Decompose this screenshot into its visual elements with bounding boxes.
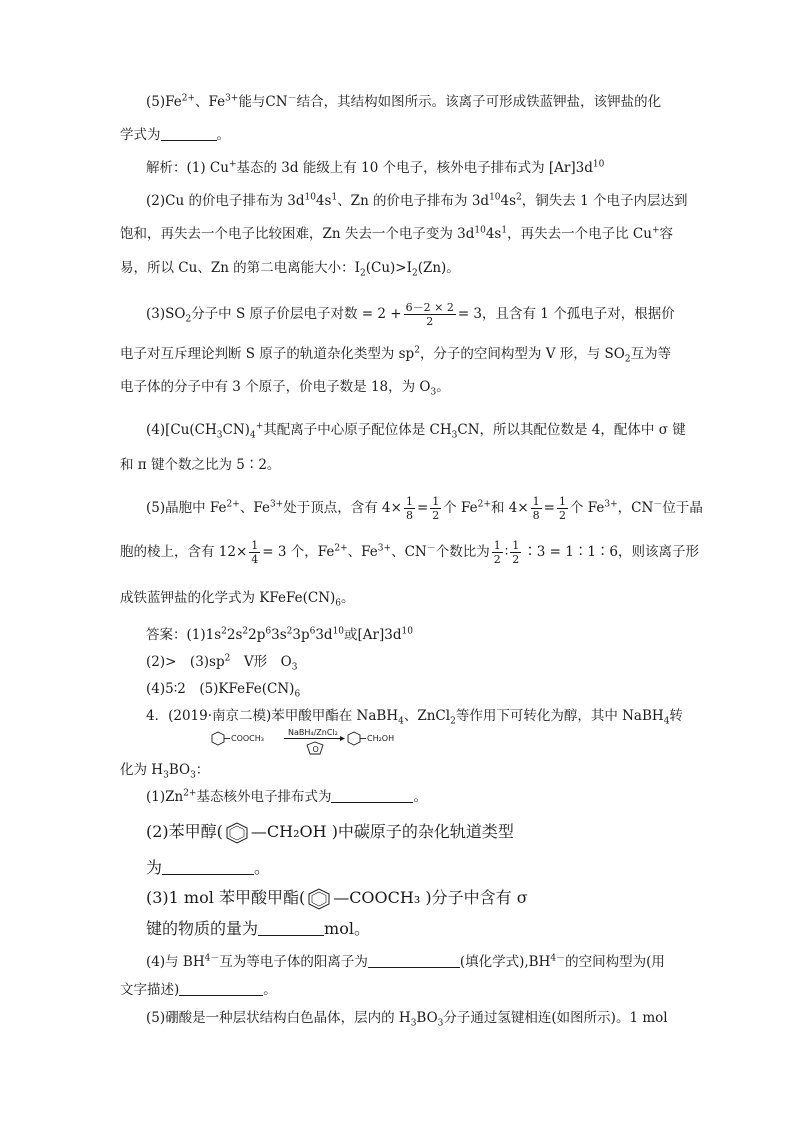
benzene-ring-icon [223, 822, 251, 844]
q5-line2: 学式为 。 [120, 127, 230, 143]
answer-line1: 答案：$(1)1s^22s^22p^63s^23p^63d^{10}$或$[Ar]3d^{10}$ [146, 626, 413, 643]
analysis-p4-l1: $(4)[Cu(CH_3CN)_4^+$其配离子中心原子配位体是 $CH_3CN$，所以其配位数是 4，配体中 σ 键 [146, 421, 686, 441]
fraction: $\frac{6-2 \times 2}{2}$ [405, 301, 454, 328]
q4-sub3-l1: (3)1 mol 苯甲酸甲酯( —COOCH₃ )分子中含有 σ [146, 886, 528, 910]
answer-blank[interactable] [179, 981, 263, 996]
fraction: $\frac{1}{2}$ [432, 495, 440, 522]
benzene-ring-right [348, 732, 366, 745]
answer-line2: (2)> $(3)sp^2$ V形 $O_3$ [146, 653, 298, 673]
reaction-scheme [204, 728, 440, 764]
scheme-right-label: CH₂OH [367, 734, 395, 743]
analysis-p2-l3: 易，所以 Cu、Zn 的第二电离能大小：$I_2(Cu)>I_2(Zn)$。 [120, 260, 460, 279]
answer-line3: (4)5∶2 $(5)KFeFe(CN)_6$ [146, 681, 301, 700]
analysis-p5-l2: 胞的棱上，含有 12× $\frac{1}{4}$ = 3 个，$Fe^{2+}$、$Fe^{3+}$、CN－个数比为 $\frac{1}{2}$ ∶ $\frac{1}{2}$ ∶3 = 1∶1∶6，则该离子形 [120, 539, 700, 566]
analysis-p2-l2: 饱和，再失去一个电子比较困难，Zn 失去一个电子变为 $3d^{10}4s^1$，再失去一个电子比 Cu+容 [120, 225, 673, 242]
scheme-reagent-label: NaBH₄/ZnCl₂ [288, 728, 338, 737]
analysis-p1: 解析：(1) Cu+基态的 3d 能级上有 10 个电子，核外电子排布式为 $[Ar]3d^{10}$ [146, 159, 605, 176]
q4-sub4-l2: 文字描述) 。 [120, 982, 277, 998]
answer-blank[interactable] [331, 788, 413, 803]
q4-sub3-l2: 键的物质的量为 mol。 [146, 919, 370, 938]
benzene-ring-icon [305, 888, 333, 910]
q4-sub4-l1: (4)与 $BH^{4-}$互为等电子体的阳离子为 (填化学式)$,BH^{4-}$的空间构型为(用 [146, 953, 665, 970]
answer-blank[interactable] [161, 126, 217, 141]
q4-sub2-l1: (2)苯甲醇( —CH₂OH )中碳原子的杂化轨道类型 [146, 820, 514, 844]
fraction: $\frac{1}{8}$ [532, 495, 540, 522]
fraction: $\frac{1}{2}$ [512, 539, 520, 566]
q4-sub5-l1: (5)硼酸是一种层状结构白色晶体，层内的 $H_3BO_3$分子通过氢键相连(如图所示)。1 mol [146, 1010, 668, 1029]
q4-sub1: $(1)Zn^{2+}$基态核外电子排布式为 。 [146, 788, 427, 805]
q4-intro-l2: 化为 $H_3BO_3$： [120, 762, 210, 781]
q4-sub2-l2: 为 。 [146, 858, 271, 877]
scheme-left-label: COOCH₃ [231, 734, 264, 743]
answer-blank[interactable] [162, 860, 254, 875]
q5-line1: $(5)Fe^{2+}$、$Fe^{3+}$能与CN－结合，其结构如图所示。该离子可形成铁蓝钾盐，该钾盐的化 [146, 93, 662, 110]
benzene-ring-left [212, 732, 230, 745]
analysis-p2-l1: (2)Cu 的价电子排布为 $3d^{10}4s^1$、Zn 的价电子排布为 $3d^{10}4s^2$，铜失去 1 个电子内层达到 [146, 192, 688, 209]
analysis-p4-l2: 和 π 键个数之比为 5∶2。 [120, 457, 281, 473]
analysis-p3-l1: $(3)SO_2$分子中 S 原子价层电子对数 = 2 + $\frac{6-2 \times 2}{2}$ = 3，且含有 1 个孤电子对，根据价 [146, 301, 675, 328]
analysis-p3-l3: 电子体的分子中有 3 个原子，价电子数是 18，为 $O_3$。 [120, 379, 450, 398]
answer-blank[interactable] [258, 921, 324, 936]
q4-intro-l1: 4．(2019·南京二模)苯甲酸甲酯在 NaBH$_4$、ZnCl$_2$等作用下可转化为醇，其中 NaBH$_4$转 [146, 708, 683, 727]
analysis-p5-l3: 成铁蓝钾盐的化学式为 $KFeFe(CN)_6$。 [120, 590, 355, 609]
fraction: $\frac{1}{2}$ [493, 539, 501, 566]
analysis-p3-l2: 电子对互斥理论判断 S 原子的轨道杂化类型为 $sp^2$，分子的空间构型为 V 形，与 $SO_2$互为等 [120, 345, 672, 365]
fraction: $\frac{1}{8}$ [405, 495, 413, 522]
fraction: $\frac{1}{4}$ [251, 539, 259, 566]
answer-blank[interactable] [368, 953, 460, 968]
analysis-p5-l1: (5)晶胞中 $Fe^{2+}$、$Fe^{3+}$处于顶点，含有 4× $\frac{1}{8}$ = $\frac{1}{2}$ 个 $Fe^{2+}$和 4× $\frac{1}{8}$ = $\frac{1}{2}$ 个 $Fe^{3+}$，CN－位于晶 [146, 495, 703, 522]
scheme-o-label: O [312, 745, 319, 754]
fraction: $\frac{1}{2}$ [558, 495, 566, 522]
